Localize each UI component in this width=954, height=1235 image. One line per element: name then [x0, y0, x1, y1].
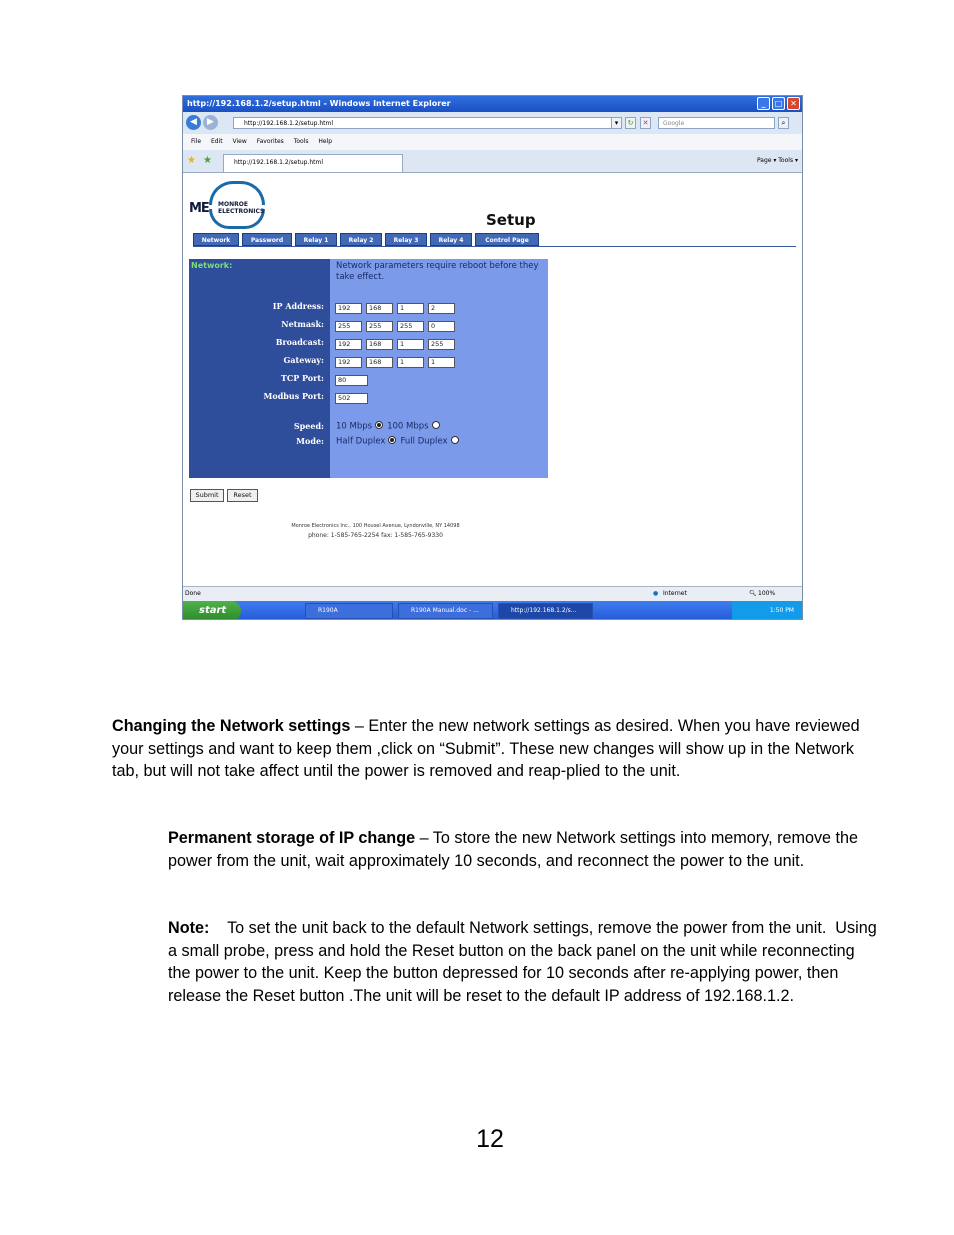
reset-button[interactable]: Reset [227, 489, 258, 502]
footer-address: Monroe Electronics Inc., 100 Housel Avenue, Lyndonville, NY 14098 [291, 523, 460, 529]
favorites-star-icon[interactable]: ★ [187, 155, 196, 166]
heading-note: Note: [168, 919, 210, 937]
menu-tools[interactable]: Tools [293, 138, 309, 145]
taskbar-item-manual[interactable]: R190A Manual.doc - ... [398, 603, 493, 619]
taskbar-item-r190a[interactable]: R190A [305, 603, 393, 619]
broadcast-octet-3[interactable]: 1 [397, 339, 424, 350]
broadcast-octet-2[interactable]: 168 [366, 339, 393, 350]
ip-octet-2[interactable]: 168 [366, 303, 393, 314]
netmask-octet-2[interactable]: 255 [366, 321, 393, 332]
tab-relay-4[interactable]: Relay 4 [430, 233, 472, 246]
refresh-icon[interactable]: ↻ [625, 117, 636, 129]
tab-control-page[interactable]: Control Page [475, 233, 539, 246]
menu-help[interactable]: Help [318, 138, 333, 145]
menu-favorites[interactable]: Favorites [256, 138, 284, 145]
logo-me: ME [189, 201, 209, 216]
mode-full-label: Full Duplex [400, 436, 448, 447]
gateway-octet-1[interactable]: 192 [335, 357, 362, 368]
tab-relay-1[interactable]: Relay 1 [295, 233, 337, 246]
speed-10-label: 10 Mbps [336, 421, 373, 432]
section-title: Network: [191, 261, 233, 270]
menu-file[interactable]: File [191, 138, 202, 145]
ip-octet-4[interactable]: 2 [428, 303, 455, 314]
forward-icon[interactable]: ▶ [203, 115, 218, 130]
broadcast-label: Broadcast: [275, 337, 324, 347]
tab-relay-2[interactable]: Relay 2 [340, 233, 382, 246]
dropdown-icon[interactable]: ▾ [611, 117, 622, 129]
form-label-column [189, 259, 330, 478]
tab-relay-3[interactable]: Relay 3 [385, 233, 427, 246]
taskbar-item-browser[interactable]: http://192.168.1.2/s... [498, 603, 593, 619]
address-bar [183, 112, 802, 134]
tab-tools[interactable]: Page ▾ Tools ▾ [756, 157, 798, 164]
submit-button[interactable]: Submit [190, 489, 224, 502]
tab-bar [183, 150, 802, 173]
broadcast-octet-4[interactable]: 255 [428, 339, 455, 350]
paragraph-changing-network [112, 715, 860, 783]
address-input[interactable]: http://192.168.1.2/setup.html [233, 117, 621, 129]
text-note: To set the unit back to the default Network settings, remove the power from the unit. Using a small probe, press and hold the Reset button on the back panel on the unit while reconnecting the power to the unit. Keep the button depressed for 10 seconds after re-applying power, then release the Reset button .The unit will be reset to the default IP address of 192.168.1.2. [168, 919, 882, 1005]
ip-label: IP Address: [272, 301, 324, 311]
modbus-port-input[interactable]: 502 [335, 393, 368, 404]
paragraph-note [168, 917, 882, 1007]
add-favorite-icon[interactable]: ★ [203, 155, 212, 166]
tab-network[interactable]: Network [193, 233, 239, 246]
speed-label: Speed: [293, 421, 324, 431]
status-zoom[interactable]: 100% [758, 590, 776, 597]
tcp-port-input[interactable]: 80 [335, 375, 368, 386]
footer-phone: phone: 1-585-765-2254 fax: 1-585-765-9330 [308, 532, 443, 539]
status-text: Done [185, 590, 201, 597]
netmask-octet-1[interactable]: 255 [335, 321, 362, 332]
mode-options [336, 436, 463, 447]
status-bar [183, 586, 802, 601]
speed-10-radio[interactable] [375, 421, 383, 429]
minimize-icon[interactable]: _ [757, 97, 770, 110]
broadcast-octet-1[interactable]: 192 [335, 339, 362, 350]
gateway-label: Gateway: [283, 355, 324, 365]
ip-octet-1[interactable]: 192 [335, 303, 362, 314]
stop-icon[interactable]: ✕ [640, 117, 651, 129]
netmask-octet-4[interactable]: 0 [428, 321, 455, 332]
window-titlebar [183, 96, 802, 112]
status-zone: Internet [663, 590, 687, 597]
menu-edit[interactable]: Edit [210, 138, 223, 145]
form-input-column [330, 259, 548, 478]
globe-icon: ● [653, 590, 659, 597]
mode-label: Mode: [296, 436, 324, 446]
maximize-icon[interactable]: □ [772, 97, 785, 110]
browser-tab[interactable]: http://192.168.1.2/setup.html [223, 154, 403, 172]
page-title: Setup [486, 211, 536, 229]
system-tray-clock: 1:50 PM [732, 601, 802, 620]
heading-changing-network: Changing the Network settings [112, 717, 351, 735]
close-icon[interactable]: ✕ [787, 97, 800, 110]
gateway-octet-2[interactable]: 168 [366, 357, 393, 368]
start-button[interactable]: start [183, 601, 241, 620]
text-permanent-storage: – To store the new Network settings into memory, remove the power from the unit, wait approximately 10 seconds, and reconnect the power to the unit. [168, 829, 859, 870]
search-input[interactable]: Google [658, 117, 775, 129]
heading-permanent-storage: Permanent storage of IP change [168, 829, 416, 847]
speed-100-radio[interactable] [432, 421, 440, 429]
netmask-octet-3[interactable]: 255 [397, 321, 424, 332]
page-number: 12 [476, 1125, 504, 1153]
search-icon[interactable]: ⌕ [778, 117, 789, 129]
gateway-octet-4[interactable]: 1 [428, 357, 455, 368]
back-icon[interactable]: ◀ [186, 115, 201, 130]
netmask-label: Netmask: [281, 319, 324, 329]
menu-bar [183, 134, 802, 150]
speed-100-label: 100 Mbps [387, 421, 429, 432]
gateway-octet-3[interactable]: 1 [397, 357, 424, 368]
paragraph-permanent-storage [168, 827, 868, 872]
speed-options [336, 421, 444, 432]
logo-name: MONROE ELECTRONICS [218, 201, 265, 215]
tab-password[interactable]: Password [242, 233, 292, 246]
zoom-icon[interactable]: 🔍︎ [749, 590, 757, 597]
setup-page [183, 173, 802, 584]
tcp-port-label: TCP Port: [280, 373, 324, 383]
nav-divider [193, 246, 796, 247]
browser-screenshot [182, 95, 803, 620]
reboot-note: Network parameters require reboot before they take effect. [336, 261, 539, 282]
window-title: http://192.168.1.2/setup.html - Windows Internet Explorer [187, 99, 451, 108]
network-form [189, 259, 548, 478]
mode-half-radio[interactable] [388, 436, 396, 444]
menu-view[interactable]: View [232, 138, 247, 145]
taskbar [183, 601, 802, 620]
mode-full-radio[interactable] [451, 436, 459, 444]
text-changing-network: – Enter the new network settings as desired. When you have reviewed your settings and want to keep them ,click on “Submit”. These new changes will show up in the Network tab, but will not take affect until the power is removed and reap-plied to the unit. [112, 717, 860, 780]
mode-half-label: Half Duplex [336, 436, 386, 447]
modbus-port-label: Modbus Port: [263, 391, 324, 401]
ip-octet-3[interactable]: 1 [397, 303, 424, 314]
